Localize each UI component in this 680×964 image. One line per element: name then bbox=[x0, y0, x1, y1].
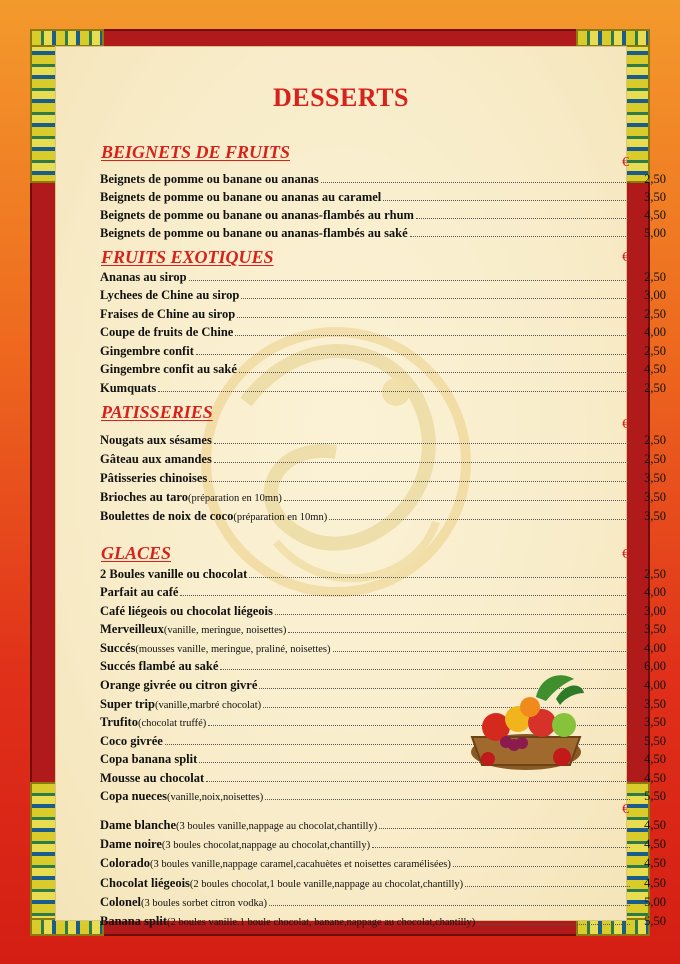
item-price: 2,50 bbox=[644, 433, 666, 447]
item-price: 4,00 bbox=[644, 325, 666, 339]
dot-leader bbox=[239, 372, 630, 373]
item-name: Succés flambé au saké bbox=[100, 659, 219, 673]
item-price: 5,50 bbox=[644, 734, 666, 748]
dot-leader bbox=[265, 799, 630, 800]
item-name: Colonel bbox=[100, 895, 141, 909]
item-price: 5,00 bbox=[644, 226, 666, 240]
menu-item bbox=[100, 190, 666, 205]
item-price: 4,50 bbox=[644, 208, 666, 222]
menu-item bbox=[100, 509, 666, 524]
menu-item bbox=[100, 789, 666, 804]
item-name: Chocolat liégeois bbox=[100, 876, 190, 890]
item-name: Lychees de Chine au sirop bbox=[100, 288, 240, 302]
menu-item bbox=[100, 471, 666, 486]
item-name: Colorado bbox=[100, 856, 150, 870]
item-name: Ananas au sirop bbox=[100, 270, 187, 284]
dot-leader bbox=[329, 519, 630, 520]
item-price: 3,50 bbox=[644, 622, 666, 636]
section-title: BEIGNETS DE FRUITS bbox=[101, 142, 291, 162]
menu-item bbox=[100, 818, 666, 833]
menu-item bbox=[100, 362, 666, 377]
ornament-corner bbox=[576, 29, 650, 47]
dot-leader bbox=[321, 182, 630, 183]
item-name: Beignets de pomme ou banane ou ananas au caramel bbox=[100, 190, 382, 204]
menu-item bbox=[100, 270, 666, 285]
item-note: (3 boules vanille,nappage au chocolat,chantilly) bbox=[176, 821, 378, 832]
item-note: (préparation en 10mn) bbox=[233, 512, 328, 523]
dot-leader bbox=[214, 462, 630, 463]
dot-leader bbox=[206, 781, 630, 782]
menu-item bbox=[100, 172, 666, 187]
item-name: Gingembre confit bbox=[100, 344, 194, 358]
item-name: Copa banana split bbox=[100, 752, 198, 766]
item-price: 4,50 bbox=[644, 752, 666, 766]
item-price: 4,50 bbox=[644, 771, 666, 785]
dot-leader bbox=[465, 886, 630, 887]
section-title: FRUITS EXOTIQUES bbox=[101, 247, 274, 267]
item-name: Banana split bbox=[100, 914, 168, 928]
item-name: Gingembre confit au saké bbox=[100, 362, 237, 376]
item-price: 3,50 bbox=[644, 190, 666, 204]
item-note: (vanille, meringue, noisettes) bbox=[163, 625, 287, 636]
item-name: Kumquats bbox=[100, 381, 157, 395]
item-price: 4,50 bbox=[644, 818, 666, 832]
item-name: Beignets de pomme ou banane ou ananas-flambés au rhum bbox=[100, 208, 414, 222]
section-title: GLACES bbox=[101, 543, 172, 563]
menu-item bbox=[100, 585, 666, 600]
dot-leader bbox=[180, 595, 630, 596]
item-price: 4,50 bbox=[644, 362, 666, 376]
dot-leader bbox=[237, 317, 630, 318]
item-name: Brioches au taro bbox=[100, 490, 188, 504]
item-price: 2,50 bbox=[644, 452, 666, 466]
dot-leader bbox=[477, 924, 630, 925]
item-note: (2 boules chocolat,1 boule vanille,nappage au chocolat,chantilly) bbox=[189, 879, 464, 890]
menu-item bbox=[100, 307, 666, 322]
item-name: 2 Boules vanille ou chocolat bbox=[100, 567, 248, 581]
item-price: 6,00 bbox=[644, 659, 666, 673]
dot-leader bbox=[235, 335, 630, 336]
item-note: (2 boules vanille.1 boule chocolat, banane,nappage au chocolat,chantilly) bbox=[167, 917, 476, 928]
item-price: 2,50 bbox=[644, 567, 666, 581]
menu-item bbox=[100, 381, 666, 396]
item-price: 3,50 bbox=[644, 471, 666, 485]
item-name: Parfait au café bbox=[100, 585, 179, 599]
item-price: 3,50 bbox=[644, 490, 666, 504]
dot-leader bbox=[416, 218, 630, 219]
item-price: 2,50 bbox=[644, 344, 666, 358]
currency-symbol: € bbox=[622, 155, 629, 170]
menu-item bbox=[100, 771, 666, 786]
item-name: Succés bbox=[100, 641, 136, 655]
item-name: Coupe de fruits de Chine bbox=[100, 325, 234, 339]
menu-item bbox=[100, 837, 666, 852]
menu-item bbox=[100, 604, 666, 619]
item-price: 3,50 bbox=[644, 509, 666, 523]
menu-item bbox=[100, 876, 666, 891]
dot-leader bbox=[453, 866, 630, 867]
page-title: DESSERTS bbox=[272, 83, 410, 112]
item-name: Beignets de pomme ou banane ou ananas-flambés au saké bbox=[100, 226, 408, 240]
item-name: Pâtisseries chinoises bbox=[100, 471, 208, 485]
item-name: Copa nueces bbox=[100, 789, 168, 803]
item-note: (vanille,noix,noisettes) bbox=[167, 792, 264, 803]
item-price: 2,50 bbox=[644, 270, 666, 284]
dot-leader bbox=[410, 236, 630, 237]
menu-item bbox=[100, 567, 666, 582]
menu-item bbox=[100, 895, 666, 910]
item-name: Super trip bbox=[100, 697, 155, 711]
menu-item bbox=[100, 641, 666, 656]
item-note: (vanille,marbré chocolat) bbox=[155, 700, 262, 711]
item-name: Café liégeois ou chocolat liégeois bbox=[100, 604, 273, 618]
item-price: 2,50 bbox=[644, 172, 666, 186]
menu-item bbox=[100, 490, 666, 505]
item-price: 5,50 bbox=[644, 789, 666, 803]
ornament-corner bbox=[30, 29, 104, 47]
currency-symbol: € bbox=[622, 547, 629, 562]
item-price: 2,50 bbox=[644, 307, 666, 321]
dot-leader bbox=[196, 354, 630, 355]
dot-leader bbox=[372, 847, 630, 848]
dot-leader bbox=[214, 443, 630, 444]
item-price: 4,00 bbox=[644, 641, 666, 655]
currency-symbol: € bbox=[622, 802, 629, 817]
menu-item bbox=[100, 325, 666, 340]
dot-leader bbox=[189, 280, 630, 281]
dot-leader bbox=[269, 905, 630, 906]
menu-paper bbox=[55, 46, 666, 928]
item-name: Mousse au chocolat bbox=[100, 771, 205, 785]
item-name: Boulettes de noix de coco bbox=[100, 509, 234, 523]
item-name: Trufito bbox=[100, 715, 138, 729]
menu-frame bbox=[30, 29, 666, 936]
item-note: (chocolat truffé) bbox=[137, 718, 207, 729]
item-note: (préparation en 10mn) bbox=[187, 493, 282, 504]
item-name: Beignets de pomme ou banane ou ananas bbox=[100, 172, 319, 186]
menu-item bbox=[100, 914, 666, 929]
currency-symbol: € bbox=[622, 250, 629, 265]
dot-leader bbox=[249, 577, 630, 578]
item-price: 5,50 bbox=[644, 914, 666, 928]
section-title: PATISSERIES bbox=[101, 402, 213, 422]
menu-item bbox=[100, 622, 666, 637]
item-price: 2,50 bbox=[644, 381, 666, 395]
menu-item bbox=[100, 208, 666, 223]
item-name: Nougats aux sésames bbox=[100, 433, 212, 447]
menu-item bbox=[100, 226, 666, 241]
item-price: 4,00 bbox=[644, 585, 666, 599]
dot-leader bbox=[209, 481, 630, 482]
menu-item bbox=[100, 856, 666, 871]
item-name: Fraises de Chine au sirop bbox=[100, 307, 236, 321]
dot-leader bbox=[383, 200, 630, 201]
dot-leader bbox=[241, 298, 630, 299]
item-price: 4,00 bbox=[644, 678, 666, 692]
dot-leader bbox=[288, 632, 630, 633]
item-price: 4,50 bbox=[644, 837, 666, 851]
currency-symbol: € bbox=[622, 417, 629, 432]
item-name: Dame blanche bbox=[100, 818, 177, 832]
dot-leader bbox=[379, 828, 630, 829]
dot-leader bbox=[284, 500, 630, 501]
item-price: 4,50 bbox=[644, 876, 666, 890]
item-note: (3 boules chocolat,nappage au chocolat,chantilly) bbox=[161, 840, 371, 851]
item-note: (mousses vanille, meringue, praliné, noisettes) bbox=[135, 644, 331, 655]
item-name: Coco givrée bbox=[100, 734, 163, 748]
item-name: Dame noire bbox=[100, 837, 162, 851]
item-price: 3,50 bbox=[644, 715, 666, 729]
item-price: 3,50 bbox=[644, 697, 666, 711]
dot-leader bbox=[158, 391, 630, 392]
fruit-basket-icon bbox=[466, 667, 586, 772]
item-price: 3,00 bbox=[644, 604, 666, 618]
menu-item bbox=[100, 344, 666, 359]
item-price: 5,00 bbox=[644, 895, 666, 909]
menu-item bbox=[100, 433, 666, 448]
item-name: Gâteau aux amandes bbox=[100, 452, 212, 466]
item-price: 4,50 bbox=[644, 856, 666, 870]
item-name: Merveilleux bbox=[100, 622, 164, 636]
menu-item bbox=[100, 452, 666, 467]
item-name: Orange givrée ou citron givré bbox=[100, 678, 258, 692]
item-price: 3,00 bbox=[644, 288, 666, 302]
menu-item bbox=[100, 288, 666, 303]
dot-leader bbox=[333, 651, 631, 652]
item-note: (3 boules vanille,nappage caramel,cacahuètes et noisettes caramélisées) bbox=[150, 859, 451, 870]
dot-leader bbox=[275, 614, 630, 615]
item-note: (3 boules sorbet citron vodka) bbox=[140, 898, 267, 909]
